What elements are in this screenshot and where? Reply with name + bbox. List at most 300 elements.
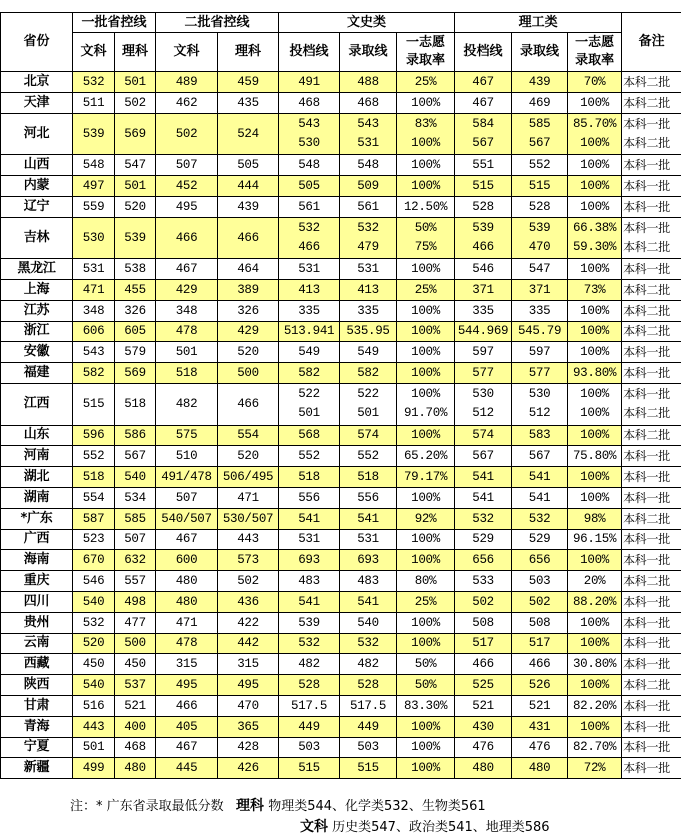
score-cell: 450 [73, 654, 115, 675]
province-cell: 甘肃 [1, 695, 73, 716]
score-cell: 435 [218, 92, 279, 113]
footnote [70, 797, 486, 815]
score-cell: 559 [73, 196, 115, 217]
score-cell: 466 [156, 217, 218, 259]
score-cell: 516 [73, 695, 115, 716]
remark-cell: 本科二批 [622, 321, 681, 342]
score-cell: 100% [397, 259, 455, 280]
cell-line: 50% [414, 220, 437, 235]
score-cell: 517.5 [279, 695, 340, 716]
table-row [1, 321, 681, 342]
score-cell: 507 [156, 487, 218, 508]
score-cell: 531 [340, 529, 397, 550]
remark-cell: 本科一批 [622, 591, 681, 612]
score-cell: 546 [455, 259, 512, 280]
province-cell: 江西 [1, 383, 73, 425]
score-cell: 100% [568, 675, 622, 696]
province-cell: 四川 [1, 591, 73, 612]
score-cell: 529 [512, 529, 568, 550]
remark-cell: 本科一批 [622, 654, 681, 675]
score-cell: 533 [455, 571, 512, 592]
score-cell: 100% [568, 716, 622, 737]
admission-scores-table [0, 12, 681, 779]
remark-cell [622, 383, 681, 425]
remark-cell: 本科一批 [622, 175, 681, 196]
cell-line: 479 [357, 239, 379, 254]
score-cell: 530/507 [218, 508, 279, 529]
score-cell: 529 [455, 529, 512, 550]
table-row [1, 300, 681, 321]
cell-line: 539 [528, 220, 551, 235]
cell-line: 530 [472, 387, 494, 402]
score-cell: 348 [156, 300, 218, 321]
table-row [1, 591, 681, 612]
score-cell: 693 [340, 550, 397, 571]
score-cell: 515 [512, 175, 568, 196]
score-cell: 600 [156, 550, 218, 571]
score-cell: 540 [73, 675, 115, 696]
score-cell: 567 [512, 446, 568, 467]
score-cell: 508 [512, 612, 568, 633]
cell-line: 532 [298, 220, 320, 235]
cell-line: 567 [472, 135, 494, 150]
score-cell: 532 [455, 508, 512, 529]
score-cell: 426 [218, 758, 279, 779]
rate-label-2: 录取率 [575, 53, 615, 68]
score-cell: 371 [512, 279, 568, 300]
province-cell: *广东 [1, 508, 73, 529]
score-cell: 100% [568, 487, 622, 508]
score-cell: 482 [279, 654, 340, 675]
score-cell: 468 [115, 737, 156, 758]
score-cell: 540 [115, 467, 156, 488]
remark-cell: 本科二批 [622, 72, 681, 93]
score-cell: 540/507 [156, 508, 218, 529]
score-cell: 100% [568, 300, 622, 321]
cell-line: 本科二批 [623, 239, 670, 254]
score-cell: 495 [218, 675, 279, 696]
table-row [1, 487, 681, 508]
score-cell: 597 [455, 342, 512, 363]
score-cell: 73% [568, 279, 622, 300]
score-cell: 582 [279, 363, 340, 384]
cell-line: 585 [528, 116, 551, 131]
score-cell: 100% [568, 259, 622, 280]
score-cell: 315 [218, 654, 279, 675]
score-cell: 436 [218, 591, 279, 612]
province-cell: 西藏 [1, 654, 73, 675]
score-cell: 521 [455, 695, 512, 716]
score-cell: 510 [156, 446, 218, 467]
score-cell: 12.50% [397, 196, 455, 217]
score-cell: 515 [73, 383, 115, 425]
score-cell [340, 113, 397, 155]
cell-line: 543 [298, 116, 320, 131]
cell-line: 59.30% [572, 239, 617, 254]
score-cell: 502 [455, 591, 512, 612]
score-cell: 521 [512, 695, 568, 716]
score-cell: 532 [512, 508, 568, 529]
score-cell: 100% [397, 716, 455, 737]
cell-line: 530 [298, 135, 320, 150]
footnote-line2 [300, 818, 550, 836]
score-cell: 534 [115, 487, 156, 508]
table-row [1, 425, 681, 446]
remark-cell: 本科二批 [622, 300, 681, 321]
score-cell: 531 [340, 259, 397, 280]
score-cell: 480 [512, 758, 568, 779]
score-cell: 100% [397, 550, 455, 571]
province-cell: 浙江 [1, 321, 73, 342]
score-cell: 326 [218, 300, 279, 321]
province-cell: 湖南 [1, 487, 73, 508]
cell-line: 530 [528, 387, 551, 402]
cell-line: 本科一批 [623, 116, 670, 131]
score-cell: 520 [218, 342, 279, 363]
remark-cell: 本科一批 [622, 716, 681, 737]
table-row [1, 217, 681, 259]
score-cell: 539 [115, 217, 156, 259]
score-cell: 656 [455, 550, 512, 571]
score-cell: 569 [115, 113, 156, 155]
score-cell: 526 [512, 675, 568, 696]
score-cell: 541 [512, 467, 568, 488]
score-cell: 455 [115, 279, 156, 300]
score-cell: 573 [218, 550, 279, 571]
remark-cell: 本科二批 [622, 508, 681, 529]
score-cell: 545.79 [512, 321, 568, 342]
header-batch1: 一批省控线 [73, 13, 156, 33]
remark-cell: 本科一批 [622, 446, 681, 467]
score-cell: 528 [512, 196, 568, 217]
score-cell: 554 [73, 487, 115, 508]
remark-cell: 本科二批 [622, 425, 681, 446]
cell-line: 532 [357, 220, 379, 235]
score-cell: 476 [455, 737, 512, 758]
province-cell: 江苏 [1, 300, 73, 321]
score-cell [279, 113, 340, 155]
score-cell: 693 [279, 550, 340, 571]
score-cell: 480 [156, 591, 218, 612]
remark-cell: 本科一批 [622, 758, 681, 779]
score-cell: 552 [73, 446, 115, 467]
score-cell: 491 [279, 72, 340, 93]
table-row [1, 279, 681, 300]
cell-line: 本科一批 [623, 387, 670, 402]
score-cell: 100% [568, 612, 622, 633]
province-cell: 陕西 [1, 675, 73, 696]
score-cell: 531 [73, 259, 115, 280]
score-cell: 443 [73, 716, 115, 737]
footnote-science-text: 物理类544、化学类532、生物类561 [268, 799, 486, 814]
remark-cell: 本科一批 [622, 196, 681, 217]
score-cell: 466 [156, 695, 218, 716]
score-cell: 467 [455, 72, 512, 93]
score-cell [397, 383, 455, 425]
score-cell: 531 [279, 529, 340, 550]
score-cell: 579 [115, 342, 156, 363]
score-cell: 541 [279, 508, 340, 529]
score-cell: 469 [512, 92, 568, 113]
score-cell: 518 [156, 363, 218, 384]
score-cell: 72% [568, 758, 622, 779]
score-cell: 429 [218, 321, 279, 342]
cell-line: 539 [472, 220, 494, 235]
province-cell: 黑龙江 [1, 259, 73, 280]
score-cell: 552 [279, 446, 340, 467]
score-cell: 464 [218, 259, 279, 280]
rate-label-2: 录取率 [406, 53, 446, 68]
score-cell: 547 [512, 259, 568, 280]
score-cell: 471 [218, 487, 279, 508]
score-cell: 574 [455, 425, 512, 446]
score-cell: 428 [218, 737, 279, 758]
header-arts: 文史类 [279, 13, 455, 33]
header-province: 省份 [1, 13, 73, 72]
cell-line: 83% [414, 116, 437, 131]
score-cell: 541 [340, 591, 397, 612]
score-cell: 596 [73, 425, 115, 446]
score-cell: 477 [115, 612, 156, 633]
score-cell: 100% [397, 363, 455, 384]
score-cell: 466 [512, 654, 568, 675]
rate-label-1: 一志愿 [406, 35, 446, 50]
score-cell: 548 [340, 155, 397, 176]
cell-line: 本科二批 [623, 135, 670, 150]
remark-cell: 本科二批 [622, 279, 681, 300]
table-row [1, 633, 681, 654]
header-remark: 备注 [622, 13, 681, 72]
table-row [1, 363, 681, 384]
score-cell: 79.17% [397, 467, 455, 488]
score-cell: 586 [115, 425, 156, 446]
cell-line: 本科一批 [623, 220, 670, 235]
remark-cell: 本科一批 [622, 529, 681, 550]
score-cell: 100% [568, 342, 622, 363]
remark-cell: 本科一批 [622, 467, 681, 488]
score-cell: 92% [397, 508, 455, 529]
score-cell: 567 [455, 446, 512, 467]
score-cell: 315 [156, 654, 218, 675]
score-cell: 585 [115, 508, 156, 529]
score-cell: 561 [279, 196, 340, 217]
score-cell: 569 [115, 363, 156, 384]
header-arts-rate [397, 33, 455, 72]
score-cell: 556 [340, 487, 397, 508]
score-cell: 539 [73, 113, 115, 155]
cell-line: 100% [580, 406, 609, 421]
score-cell: 335 [512, 300, 568, 321]
header-batch2-wenke: 文科 [156, 33, 218, 72]
score-cell: 561 [340, 196, 397, 217]
score-cell: 502 [218, 571, 279, 592]
score-cell: 100% [568, 196, 622, 217]
score-cell: 528 [279, 675, 340, 696]
province-cell: 安徽 [1, 342, 73, 363]
table-row [1, 737, 681, 758]
score-cell: 470 [218, 695, 279, 716]
score-cell: 100% [397, 529, 455, 550]
header-science-rate [568, 33, 622, 72]
score-cell: 521 [115, 695, 156, 716]
header-batch2-like: 理科 [218, 33, 279, 72]
score-cell: 535.95 [340, 321, 397, 342]
score-cell: 100% [568, 155, 622, 176]
cell-line: 91.70% [403, 406, 448, 421]
score-cell: 100% [397, 612, 455, 633]
score-cell: 422 [218, 612, 279, 633]
cell-line: 100% [580, 135, 609, 150]
remark-cell: 本科二批 [622, 571, 681, 592]
score-cell: 478 [156, 321, 218, 342]
table-row [1, 612, 681, 633]
score-cell: 552 [340, 446, 397, 467]
score-cell: 93.80% [568, 363, 622, 384]
cell-line: 567 [528, 135, 551, 150]
score-cell: 100% [397, 175, 455, 196]
score-cell: 656 [512, 550, 568, 571]
score-cell: 532 [279, 633, 340, 654]
score-cell: 577 [455, 363, 512, 384]
province-cell: 内蒙 [1, 175, 73, 196]
score-cell: 520 [73, 633, 115, 654]
cell-line: 543 [357, 116, 379, 131]
score-cell: 480 [115, 758, 156, 779]
score-cell: 548 [73, 155, 115, 176]
score-cell: 575 [156, 425, 218, 446]
score-cell: 577 [512, 363, 568, 384]
footnote-prefix: 注：* 广东省录取最低分数 [70, 799, 224, 814]
province-cell: 新疆 [1, 758, 73, 779]
score-cell: 82.70% [568, 737, 622, 758]
score-cell: 515 [279, 758, 340, 779]
score-cell: 524 [218, 113, 279, 155]
score-cell: 537 [115, 675, 156, 696]
table-row [1, 571, 681, 592]
cell-line: 466 [472, 239, 494, 254]
score-cell: 471 [156, 612, 218, 633]
score-cell: 547 [115, 155, 156, 176]
score-cell: 478 [156, 633, 218, 654]
score-cell: 25% [397, 279, 455, 300]
score-cell: 50% [397, 675, 455, 696]
score-cell: 541 [455, 487, 512, 508]
header-science-luqu: 录取线 [512, 33, 568, 72]
score-cell: 530 [73, 217, 115, 259]
table-row [1, 758, 681, 779]
score-cell: 515 [455, 175, 512, 196]
score-cell: 502 [115, 92, 156, 113]
score-cell: 544.969 [455, 321, 512, 342]
score-cell: 499 [73, 758, 115, 779]
score-cell: 348 [73, 300, 115, 321]
remark-cell [622, 217, 681, 259]
score-cell: 523 [73, 529, 115, 550]
score-cell: 518 [340, 467, 397, 488]
score-cell: 549 [279, 342, 340, 363]
score-cell [455, 113, 512, 155]
score-cell: 507 [115, 529, 156, 550]
score-cell: 482 [156, 383, 218, 425]
score-cell [279, 383, 340, 425]
score-cell: 468 [279, 92, 340, 113]
cell-line: 75% [414, 239, 437, 254]
cell-line: 512 [528, 406, 551, 421]
score-cell: 25% [397, 72, 455, 93]
footnote-science-label: 理科 [236, 798, 265, 814]
score-cell: 541 [512, 487, 568, 508]
score-cell: 509 [340, 175, 397, 196]
score-cell: 467 [156, 259, 218, 280]
cell-line: 466 [298, 239, 320, 254]
score-cell [455, 383, 512, 425]
score-cell: 501 [115, 72, 156, 93]
score-cell: 389 [218, 279, 279, 300]
score-cell: 449 [279, 716, 340, 737]
score-cell: 556 [279, 487, 340, 508]
score-cell: 513.941 [279, 321, 340, 342]
score-cell: 25% [397, 591, 455, 612]
score-cell: 445 [156, 758, 218, 779]
header-batch1-wenke: 文科 [73, 33, 115, 72]
score-cell: 483 [340, 571, 397, 592]
score-cell: 80% [397, 571, 455, 592]
score-cell: 548 [279, 155, 340, 176]
score-cell [512, 113, 568, 155]
score-cell: 100% [397, 425, 455, 446]
score-cell: 489 [156, 72, 218, 93]
score-cell: 100% [568, 425, 622, 446]
footnote-arts-text: 历史类547、政治类541、地理类586 [332, 820, 550, 835]
province-cell: 贵州 [1, 612, 73, 633]
score-cell: 100% [568, 633, 622, 654]
score-cell: 482 [340, 654, 397, 675]
table-row [1, 446, 681, 467]
score-cell: 83.30% [397, 695, 455, 716]
score-cell: 371 [455, 279, 512, 300]
score-cell: 503 [279, 737, 340, 758]
score-cell: 20% [568, 571, 622, 592]
score-cell: 100% [568, 467, 622, 488]
remark-cell: 本科一批 [622, 612, 681, 633]
province-cell: 山西 [1, 155, 73, 176]
score-cell: 540 [73, 591, 115, 612]
score-cell [279, 217, 340, 259]
score-cell: 335 [279, 300, 340, 321]
table-row [1, 92, 681, 113]
score-cell: 30.80% [568, 654, 622, 675]
score-cell: 100% [397, 300, 455, 321]
table-row [1, 342, 681, 363]
cell-line: 100% [580, 387, 609, 402]
score-cell: 670 [73, 550, 115, 571]
score-cell: 82.20% [568, 695, 622, 716]
score-cell: 574 [340, 425, 397, 446]
score-cell: 449 [340, 716, 397, 737]
score-cell: 476 [512, 737, 568, 758]
score-cell: 503 [512, 571, 568, 592]
score-cell: 507 [156, 155, 218, 176]
score-cell: 467 [156, 737, 218, 758]
score-cell: 531 [279, 259, 340, 280]
score-cell: 442 [218, 633, 279, 654]
score-cell: 100% [568, 92, 622, 113]
score-cell: 488 [340, 72, 397, 93]
remark-cell: 本科一批 [622, 342, 681, 363]
table-row [1, 716, 681, 737]
score-cell: 444 [218, 175, 279, 196]
score-cell: 506/495 [218, 467, 279, 488]
